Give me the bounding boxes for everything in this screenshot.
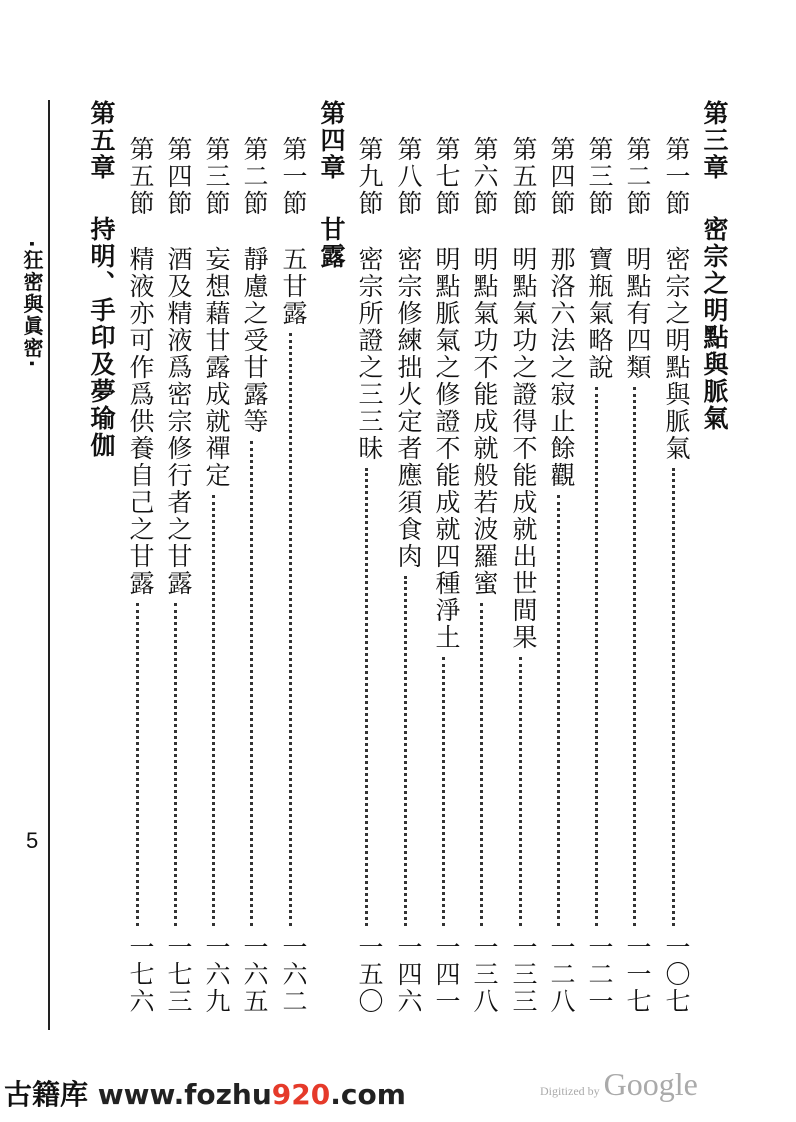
section-title: 密宗所證之三三昧 bbox=[355, 246, 384, 462]
toc-entry[interactable] bbox=[577, 96, 615, 1036]
section-title: 五甘露 bbox=[279, 246, 308, 327]
dot-leader bbox=[174, 603, 177, 926]
toc-entry[interactable] bbox=[386, 96, 424, 1036]
dot-leader bbox=[212, 495, 215, 926]
toc-entry[interactable] bbox=[271, 96, 309, 1036]
watermark-url-suffix: .com bbox=[330, 1078, 406, 1111]
section-number: 第二節 bbox=[623, 136, 652, 217]
page-ref: 一六九 bbox=[202, 934, 231, 1015]
page-ref: 一四六 bbox=[394, 934, 423, 1015]
section-number: 第五節 bbox=[509, 136, 538, 217]
margin-rule bbox=[48, 100, 50, 1030]
page-ref: 一二一 bbox=[585, 934, 614, 1015]
watermark bbox=[4, 1073, 406, 1113]
dot-leader bbox=[672, 468, 675, 926]
toc-entry[interactable] bbox=[539, 96, 577, 1036]
section-title: 酒及精液爲密宗修行者之甘露 bbox=[164, 246, 193, 597]
toc-entry[interactable] bbox=[462, 96, 500, 1036]
toc-entry[interactable] bbox=[654, 96, 692, 1036]
section-title: 精液亦可作爲供養自己之甘露 bbox=[126, 246, 155, 597]
toc-entry[interactable] bbox=[424, 96, 462, 1036]
chapter-number: 第五章 bbox=[87, 100, 116, 181]
section-number: 第六節 bbox=[470, 136, 499, 217]
page-ref: 一六五 bbox=[240, 934, 269, 1015]
section-title: 妄想藉甘露成就禪定 bbox=[202, 246, 231, 489]
section-number: 第七節 bbox=[432, 136, 461, 217]
chapter-heading bbox=[309, 96, 347, 1036]
section-number: 第四節 bbox=[547, 136, 576, 217]
dot-leader bbox=[404, 576, 407, 926]
section-number: 第八節 bbox=[394, 136, 423, 217]
section-number: 第九節 bbox=[355, 136, 384, 217]
section-title: 那洛六法之寂止餘觀 bbox=[547, 246, 576, 489]
chapter-heading bbox=[692, 96, 730, 1036]
chapter-number: 第三章 bbox=[700, 100, 729, 181]
page-ref: 一一七 bbox=[623, 934, 652, 1015]
section-number: 第三節 bbox=[585, 136, 614, 217]
page-ref: 一七六 bbox=[126, 934, 155, 1015]
google-logo: Google bbox=[603, 1066, 698, 1102]
page-ref: 一七三 bbox=[164, 934, 193, 1015]
page-ref: 一六二 bbox=[279, 934, 308, 1015]
toc-entry[interactable] bbox=[615, 96, 653, 1036]
section-number: 第一節 bbox=[279, 136, 308, 217]
watermark-url-prefix: www.fozhu bbox=[97, 1078, 272, 1111]
chapter-title: 甘露 bbox=[317, 216, 346, 270]
section-number: 第一節 bbox=[662, 136, 691, 217]
toc-entry[interactable] bbox=[232, 96, 270, 1036]
watermark-brand: 古籍库 bbox=[4, 1078, 89, 1111]
dot-leader bbox=[136, 603, 139, 926]
chapter-number: 第四章 bbox=[317, 100, 346, 181]
page-ref: 一三三 bbox=[509, 934, 538, 1015]
page-ref: 一〇七 bbox=[662, 934, 691, 1015]
section-title: 明點氣功不能成就般若波羅蜜 bbox=[470, 246, 499, 597]
section-number: 第四節 bbox=[164, 136, 193, 217]
dot-leader bbox=[442, 657, 445, 926]
running-head: ·狂密與眞密· bbox=[20, 240, 44, 370]
toc-entry[interactable] bbox=[347, 96, 385, 1036]
page-ref: 一五〇 bbox=[355, 934, 384, 1015]
section-title: 密宗修練拙火定者應須食肉 bbox=[394, 246, 423, 570]
section-title: 寶瓶氣略說 bbox=[585, 246, 614, 381]
dot-leader bbox=[595, 387, 598, 926]
toc-entry[interactable] bbox=[156, 96, 194, 1036]
section-title: 明點有四類 bbox=[623, 246, 652, 381]
page-ref: 一四一 bbox=[432, 934, 461, 1015]
section-number: 第二節 bbox=[240, 136, 269, 217]
dot-leader bbox=[289, 333, 292, 926]
section-title: 明點氣功之證得不能成就出世間果 bbox=[509, 246, 538, 651]
section-number: 第三節 bbox=[202, 136, 231, 217]
chapter-heading bbox=[79, 96, 117, 1036]
section-title: 密宗之明點與脈氣 bbox=[662, 246, 691, 462]
dot-leader bbox=[365, 468, 368, 926]
section-number: 第五節 bbox=[126, 136, 155, 217]
dot-leader bbox=[519, 657, 522, 926]
chapter-title: 持明、手印及夢瑜伽 bbox=[87, 216, 116, 459]
chapter-title: 密宗之明點與脈氣 bbox=[700, 216, 729, 432]
dot-leader bbox=[250, 441, 253, 926]
dot-leader bbox=[557, 495, 560, 926]
digitized-by-google bbox=[540, 1066, 698, 1103]
toc-entry[interactable] bbox=[194, 96, 232, 1036]
dot-leader bbox=[480, 603, 483, 926]
toc-entry[interactable] bbox=[118, 96, 156, 1036]
page-number: 5 bbox=[26, 828, 39, 853]
section-title: 靜慮之受甘露等 bbox=[240, 246, 269, 435]
digitized-prefix: Digitized by bbox=[540, 1084, 600, 1098]
page-ref: 一三八 bbox=[470, 934, 499, 1015]
toc-entry[interactable] bbox=[501, 96, 539, 1036]
watermark-url-digits: 920 bbox=[271, 1078, 331, 1111]
dot-leader bbox=[633, 387, 636, 926]
page-ref: 一二八 bbox=[547, 934, 576, 1015]
section-title: 明點脈氣之修證不能成就四種淨土 bbox=[432, 246, 461, 651]
